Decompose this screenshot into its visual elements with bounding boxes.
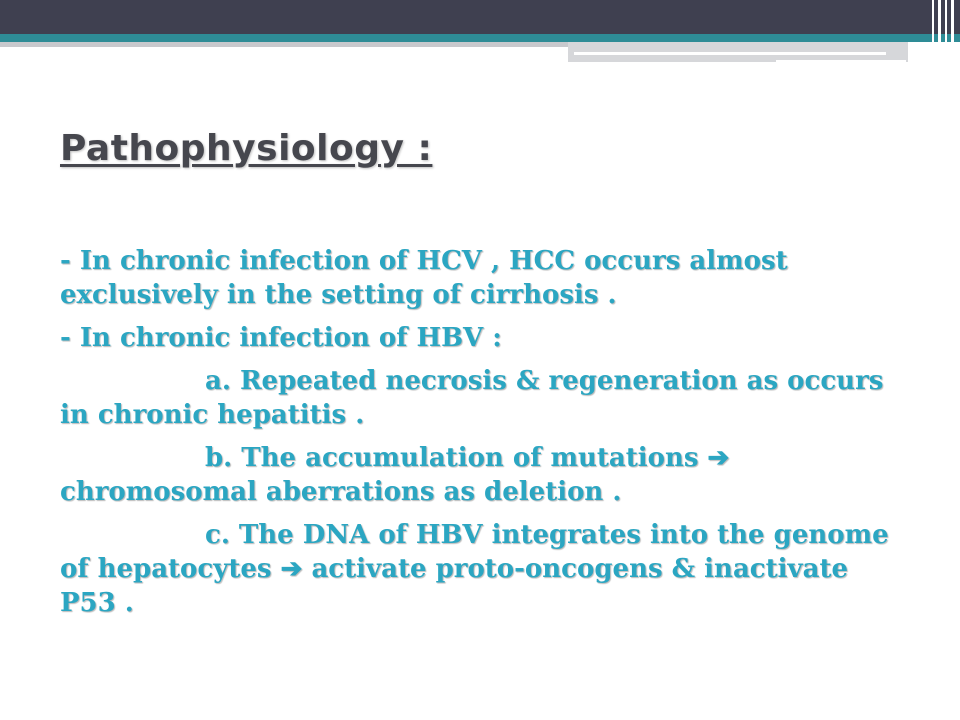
item-b-text-2: chromosomal aberrations as deletion . [60, 477, 622, 507]
item-b [60, 441, 900, 509]
item-c [60, 518, 900, 620]
header-accent-line-2 [776, 60, 906, 63]
line-hbv: - In chronic infection of HBV : [60, 323, 502, 353]
item-b-text: b. The accumulation of mutations [205, 443, 699, 473]
header-divider [0, 42, 568, 47]
slide-body [60, 244, 900, 629]
arrow-right-icon: ➔ [707, 443, 730, 473]
header-rails-decoration [924, 0, 960, 66]
item-c-text-2: activate proto-oncogens & inactivate P53 . [60, 554, 849, 618]
header-accent-line [574, 52, 886, 55]
item-a [60, 364, 900, 432]
slide-title: Pathophysiology : [60, 128, 433, 169]
header-band [0, 0, 960, 34]
item-c-text: c. The DNA of HBV integrates into the genome of hepatocytes [60, 520, 889, 584]
line-hcv: - In chronic infection of HCV , HCC occurs almost exclusively in the setting of cirrhosis . [60, 246, 788, 310]
header-stripe [0, 34, 960, 42]
item-a-text: a. Repeated necrosis & regeneration as occurs in chronic hepatitis . [60, 366, 884, 430]
arrow-right-icon: ➔ [280, 554, 303, 584]
